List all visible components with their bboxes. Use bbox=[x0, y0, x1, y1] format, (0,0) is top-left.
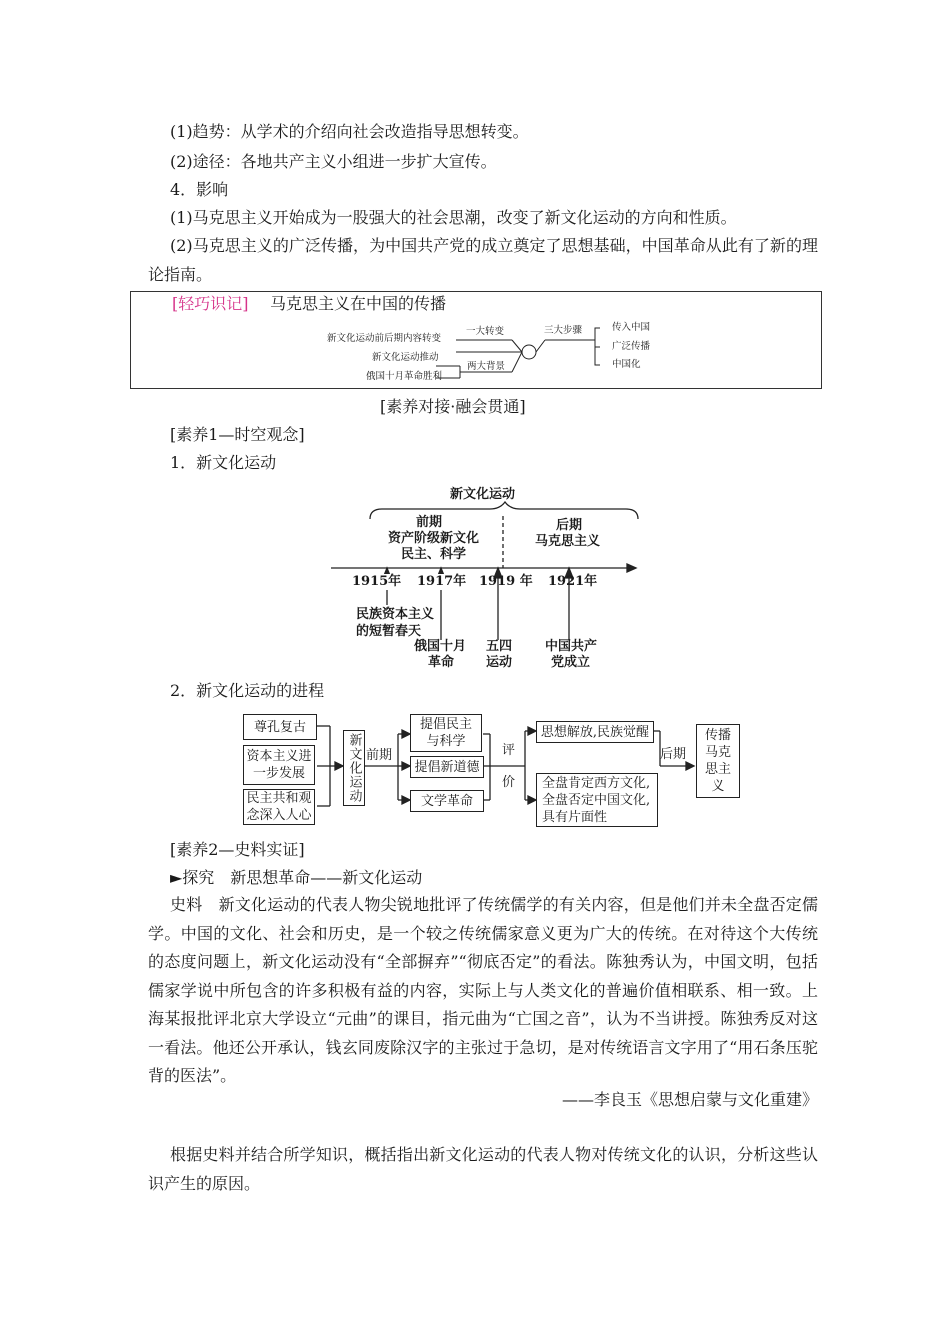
impact-1: (1)马克思主义开始成为一股强大的社会思潮，改变了新文化运动的方向和性质。 bbox=[170, 208, 737, 227]
source-material: 史料 新文化运动的代表人物尖锐地批评了传统儒学的有关内容，但是他们并未全盘否定儒学。中国的文化、社会和历史，是一个较之传统儒家意义更为广大的传统。在对待这个大传统的态度问题上，新文化运动没有“全部摒弃”“彻底否定”的看法。陈独秀认为，中国文明，包括儒家学说中所包含的许多积极有益的内容，实际上与人类文化的普遍价值相联系、相一致。上海某报批评北京大学设立“元曲”的课目，指元曲为“亡国之音”，认为不当讲授。陈独秀反对这一看法。他还公开承认，钱玄同废除汉字的主张过于急切，是对传统语言文字用了“用石条压驼背的医法”。 bbox=[148, 895, 818, 1085]
result-box: 传播马克思主义 bbox=[696, 724, 740, 798]
timeline-late-line1: 马克思主义 bbox=[535, 534, 601, 549]
impact-2: (2)马克思主义的广泛传播，为中国共产党的成立奠定了思想基础，中国革命从此有了新的理论指南。 bbox=[148, 236, 818, 284]
timeline-event-1-l2: 的短暂春天 bbox=[356, 624, 422, 639]
literacy2-label: [素养2—史料实证] bbox=[170, 840, 305, 859]
memo-title: 马克思主义在中国的传播 bbox=[270, 294, 447, 313]
literacy1-label: [素养1—时空观念] bbox=[170, 425, 305, 444]
timeline-early-line1: 资产阶级新文化 bbox=[388, 531, 480, 546]
timeline-year-1917: 1917年 bbox=[417, 574, 467, 589]
cause-box-3: 民主共和观念深入人心 bbox=[243, 789, 315, 825]
timeline-year-1921: 1921年 bbox=[548, 574, 598, 589]
question-text: 根据史料并结合所学知识，概括指出新文化运动的代表人物对传统文化的认识，分析这些认识产生的原因。 bbox=[148, 1145, 818, 1193]
timeline-title: 新文化运动 bbox=[450, 487, 516, 502]
timeline-year-1915: 1915年 bbox=[352, 574, 402, 589]
explore-line: ►探究 新思想革命——新文化运动 bbox=[170, 868, 423, 887]
process-late-label: 后期 bbox=[660, 747, 687, 762]
evaluation-char-2: 价 bbox=[502, 775, 516, 790]
timeline-event-2-l2: 革命 bbox=[428, 655, 455, 670]
memo-step-1: 传入中国 bbox=[612, 322, 651, 333]
memo-right-label: 三大步骤 bbox=[544, 325, 583, 336]
content-box-3: 文学革命 bbox=[410, 790, 484, 812]
cause-box-1: 尊孔复古 bbox=[243, 714, 317, 740]
content-box-1: 提倡民主与科学 bbox=[410, 714, 482, 752]
core-box: 新文化运动 bbox=[343, 730, 365, 806]
positive-eval-box: 思想解放,民族觉醒 bbox=[536, 721, 654, 743]
negative-eval-box: 全盘肯定西方文化,全盘否定中国文化,具有片面性 bbox=[536, 773, 658, 827]
timeline-event-4-l2: 党成立 bbox=[551, 655, 591, 670]
trend-line: (1)趋势：从学术的介绍向社会改造指导思想转变。 bbox=[170, 122, 529, 141]
timeline-heading: 1．新文化运动 bbox=[170, 453, 277, 472]
timeline-event-4-l1: 中国共产 bbox=[545, 639, 598, 654]
cause-box-2: 资本主义进一步发展 bbox=[243, 745, 315, 785]
timeline-event-3-l1: 五四 bbox=[486, 639, 513, 654]
process-heading: 2．新文化运动的进程 bbox=[170, 681, 325, 700]
timeline-early-line2: 民主、科学 bbox=[401, 547, 467, 562]
timeline-late-title: 后期 bbox=[556, 518, 583, 533]
memo-tag: [轻巧识记] bbox=[172, 294, 249, 313]
timeline-early-title: 前期 bbox=[416, 515, 443, 530]
timeline-event-2-l1: 俄国十月 bbox=[414, 639, 467, 654]
content-box-2: 提倡新道德 bbox=[410, 756, 484, 778]
memo-step-3: 中国化 bbox=[612, 359, 641, 370]
process-early-label: 前期 bbox=[366, 748, 393, 763]
timeline-event-1-l1: 民族资本主义 bbox=[356, 607, 435, 622]
section-title: [素养对接·融会贯通] bbox=[380, 397, 526, 416]
memo-mid-top: 一大转变 bbox=[466, 326, 505, 337]
path-line: (2)途径：各地共产主义小组进一步扩大宣传。 bbox=[170, 152, 497, 171]
impact-heading: 4．影响 bbox=[170, 180, 229, 199]
timeline-event-3-l2: 运动 bbox=[486, 655, 513, 670]
timeline-year-1919: 1919 年 bbox=[479, 574, 533, 589]
memo-step-2: 广泛传播 bbox=[612, 341, 651, 352]
memo-mid-bottom: 两大背景 bbox=[467, 361, 506, 372]
evaluation-char-1: 评 bbox=[502, 743, 516, 758]
memo-left-1: 新文化运动前后期内容转变 bbox=[327, 333, 442, 344]
source-attribution: ——李良玉《思想启蒙与文化重建》 bbox=[561, 1090, 818, 1109]
memo-left-2: 新文化运动推动 bbox=[372, 352, 439, 363]
memo-left-3: 俄国十月革命胜利 bbox=[366, 371, 443, 382]
